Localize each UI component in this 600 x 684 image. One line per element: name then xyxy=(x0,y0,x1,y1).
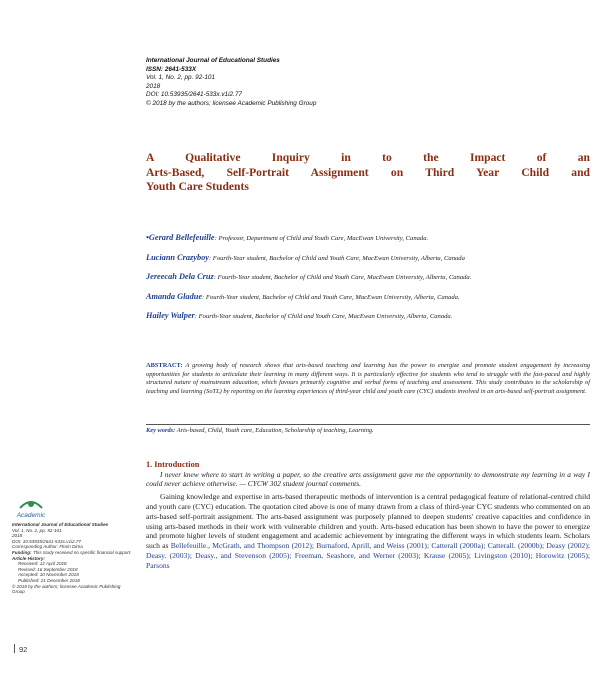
keywords-text: Arts-based, Child, Youth care, Education, Scholarship of teaching, Learning. xyxy=(176,427,374,434)
citation-links[interactable]: Bellefeuille., McGrath, and Thompson (2012); Burnaford, Aprill, and Weiss (2001); Catterall (2000a); Catterall. (2000b); Deasy (2002); Deasy. (2003); Deasy., and Stevenson (2005); Freeman, Seashore, and Werner (2003); Krause (2005); Livingston (2010); Horowitz (2005); Parsons xyxy=(146,541,590,571)
keywords xyxy=(146,424,590,436)
sidebar-copyright: © 2018 by the authors; licensee Academic Publishing Group xyxy=(12,583,121,595)
page-number: 92 xyxy=(14,644,74,654)
journal-volume: Vol. 1, No. 2, pp. 92-101 xyxy=(146,74,216,82)
author-name: •Gerard Bellefeuille xyxy=(146,233,215,242)
abstract-text: A growing body of research shows that arts-based teaching and learning has the power to energize and promote student engagement by increasing opportunities for students to articulate their learning in many different ways. It is particularly effective for students who tend to struggle with the fast-paced and highly structured nature of mainstream education, which favours primarily cognitive and verbal forms of teaching and assessment. This study contributes to the scholarship of teaching and learning (SoTL) by reporting on the learning experiences of third-year child and youth care (CYC) students involved in an arts-based self-portrait assignment. xyxy=(146,362,590,395)
author-name: Luciann Crazyboy xyxy=(146,252,209,262)
sidebar-published: Published: 21 December 2018 xyxy=(18,577,80,583)
sidebar-history-label: Article History: xyxy=(12,555,45,561)
author-name: Hailey Walper xyxy=(146,311,195,321)
publisher-logo xyxy=(12,496,50,520)
journal-year: 2018 xyxy=(146,82,161,90)
abstract-label: ABSTRACT: xyxy=(146,362,183,369)
sidebar-received: Received: 12 April 2018 xyxy=(18,561,67,567)
article-info-sidebar xyxy=(12,522,132,595)
abstract xyxy=(146,362,590,396)
author-name: Jereecah Dela Cruz xyxy=(146,272,214,282)
sidebar-funding: Funding: This study received no specific financial support. xyxy=(12,549,132,555)
sidebar-journal: International Journal of Educational Studies xyxy=(12,522,109,527)
author-entry: Jereecah Dela Cruz: Fourth-Year student, Bachelor of Child and Youth Care, MacEwan University, Alberta, Canada. xyxy=(146,272,472,282)
logo-text: Academic xyxy=(16,512,46,519)
author-affiliation: Fourth-Year student, Bachelor of Child and Youth Care, MacEwan University, Alberta, Canada. xyxy=(198,313,453,321)
sidebar-year: 2018 xyxy=(12,533,23,539)
journal-issn: ISSN: 2641-533X xyxy=(146,65,197,73)
author-entry: Hailey Walper: Fourth-Year student, Bachelor of Child and Youth Care, MacEwan University, Alberta, Canada. xyxy=(146,311,453,321)
author-name: Amanda Gladue xyxy=(146,291,203,301)
sidebar-corresponding: Corresponding Author: Florin Dima xyxy=(12,544,83,550)
body-paragraph: Gaining knowledge and expertise in arts-based therapeutic methods of intervention is a central pedagogical feature of relational-centred child and youth care (CYC) education. The quotation cited above is one of many drawn from a class of third-year CYC students who commented on an arts-based self-portrait assignment. The arts-based assignment was purposely planned to deepen students' creative capacities and confidence in using arts-based methods in their work with vulnerable children and youth. Arts-based education has been shown to have the power to energize and promote higher levels of student engagement and academic achievement by integrating the different ways in which students learn. Scholars such as Bellefeuille., McGrath, and Thompson (2012); Burnaford, Aprill, and Weiss (2001); Catterall (2000a); Catterall. (2000b); Deasy (2002); Deasy. (2003); Deasy., and Stevenson (2005); Freeman, Seashore, and Werner (2003); Krause (2005); Livingston (2010); Horowitz (2005); Parsons xyxy=(146,491,590,571)
title-line-3: Youth Care Students xyxy=(146,180,249,194)
sidebar-volume: Vol. 1, No. 2, pp. 92-101 xyxy=(12,527,62,533)
paper-title xyxy=(146,151,590,195)
journal-doi: DOI: 10.53935/2641-533x.v1i2.77 xyxy=(146,91,242,99)
journal-copyright: © 2018 by the authors; licensee Academic Publishing Group xyxy=(146,99,317,107)
section-heading: 1. Introduction xyxy=(146,460,200,469)
author-entry: •Gerard Bellefeuille: Professor, Department of Child and Youth Care, MacEwan University, Canada. xyxy=(146,233,429,242)
sidebar-revised: Revised: 16 September 2018 xyxy=(18,566,78,572)
author-affiliation: Professor, Department of Child and Youth Care, MacEwan University, Canada. xyxy=(218,235,429,242)
epigraph: I never knew where to start in writing a paper, so the creative arts assignment gave me the opportunity to demonstrate my learning in a way I could never achieve otherwise. — CYCW 302 student journal comments. xyxy=(146,470,590,489)
journal-name: International Journal of Educational Studies xyxy=(146,57,280,64)
page-number-divider xyxy=(14,644,15,653)
title-line-2: Arts-Based, Self-Portrait Assignment on Third Year Child and xyxy=(146,165,590,179)
author-entry: Luciann Crazyboy: Fourth-Year student, Bachelor of Child and Youth Care, MacEwan University, Alberta, Canada xyxy=(146,252,465,262)
sidebar-doi: DOI: 10.53935/2641-533x.v1i2.77 xyxy=(12,538,81,544)
sidebar-accepted: Accepted: 10 November 2018 xyxy=(18,572,79,578)
author-affiliation: Fourth-Year student, Bachelor of Child and Youth Care, MacEwan University, Alberta, Canada. xyxy=(205,293,460,301)
author-affiliation: Fourth-Year student, Bachelor of Child and Youth Care, MacEwan University, Alberta, Canada. xyxy=(217,274,472,282)
author-entry: Amanda Gladue: Fourth-Year student, Bachelor of Child and Youth Care, MacEwan University, Alberta, Canada. xyxy=(146,291,460,301)
author-affiliation: Fourth-Year student, Bachelor of Child and Youth Care, MacEwan University, Alberta, Canada xyxy=(212,254,465,262)
introduction-section xyxy=(146,460,590,571)
keywords-label: Key words: xyxy=(146,427,176,434)
title-line-1: A Qualitative Inquiry in to the Impact of an xyxy=(146,151,590,164)
journal-info xyxy=(146,57,446,109)
author-list xyxy=(146,234,590,332)
